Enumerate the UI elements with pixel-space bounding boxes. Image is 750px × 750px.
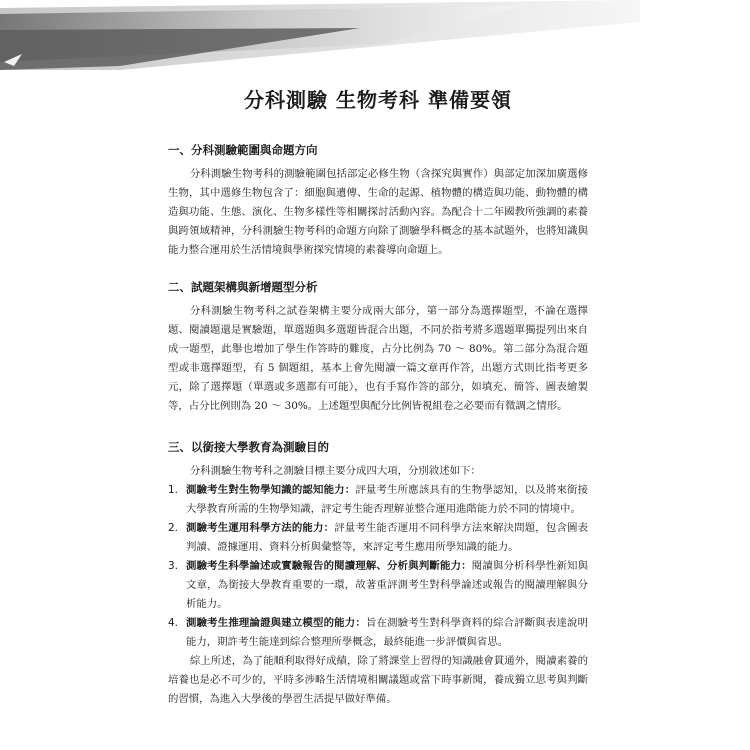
section-1-heading: 一、分科測驗範圍與命題方向 [168, 143, 318, 157]
page-title: 分科測驗 生物考科 準備要領 [244, 88, 512, 112]
list-item-text: 旨在測驗考生對科學資料的綜合評斷與表達說明能力，期許考生能達到綜合整理所學概念，最終能進一步評價與省思。 [186, 617, 589, 648]
list-item-text: 閱讀與分析科學性新知與文章，為銜接大學教育重要的一環，故著重評測考生對科學論述或報告的閱讀理解與分析能力。 [186, 560, 589, 610]
list-item [168, 519, 588, 557]
section-1 [168, 141, 588, 260]
list-item-text: 評量考生所應該具有的生物學認知，以及將來銜接大學教育所需的生物學知識，評定考生能否理解並整合運用進階能力於不同的情境中。 [186, 484, 588, 515]
list-item [168, 614, 588, 652]
section-2-paragraph: 分科測驗生物考科之試卷架構主要分成兩大部分，第一部分為選擇題型，不論在選擇題、閱讀題還是實驗題，單選題與多選題皆混合出題，不同於指考將多選題單獨提列出來自成一題型，此舉也增加了學生作答時的難度，占分比例為 70 ～ 80%。第二部分為混合題型或非選擇題型，有 5 個題組，基本上會先閱讀一篇文章再作答，出題方式則比指考更多元，除了選擇題（單選或多選都有可能），也有手寫作答的部分，如填充、簡答、圖表繪製等，占分比例則為 20 ～ 30%。上述題型與配分比例皆視組卷之必要而有微調之情形。 [168, 305, 588, 412]
list-item-number: 4. [168, 617, 178, 629]
list-item-lead: 測驗考生對生物學知識的認知能力： [186, 484, 356, 496]
list-item-lead: 測驗考生推理論證與建立模型的能力： [186, 617, 366, 629]
section-1-paragraph: 分科測驗生物考科的測驗範圍包括部定必修生物（含探究與實作）與部定加深加廣選修生物，其中選修生物包含了：細胞與遺傳、生命的起源、植物體的構造與功能、動物體的構造與功能、生態、演化、生物多樣性等相關探討活動內容。為配合十二年國教所強調的素養與跨領域精神，分科測驗生物考科的命題方向除了測驗學科概念的基本試題外，也將知識與能力整合運用於生活情境與學術探究情境的素養導向命題上。 [168, 168, 588, 256]
list-item-number: 3. [168, 560, 178, 572]
corner-decoration [0, 0, 750, 80]
list-item [168, 481, 588, 519]
section-3-closing: 綜上所述，為了能順利取得好成績，除了將課堂上習得的知識融會貫通外，閱讀素養的培養也是必不可少的，平時多涉略生活情境相關議題或當下時事新聞，養成獨立思考與判斷的習慣，為進入大學後的學習生活提早做好準備。 [168, 655, 588, 705]
list-item-lead: 測驗考生科學論述或實驗報告的閱讀理解、分析與判斷能力： [186, 560, 472, 572]
section-3-heading: 三、以銜接大學教育為測驗目的 [168, 440, 329, 454]
document-page [168, 84, 588, 723]
list-item-number: 2. [168, 522, 178, 534]
list-item [168, 557, 588, 614]
list-item-text: 評量考生能否運用不同科學方法來解決問題，包含圖表判讀、證據運用、資料分析與彙整等，來評定考生應用所學知識的能力。 [186, 522, 589, 553]
section-2 [168, 278, 588, 416]
section-2-heading: 二、試題架構與新增題型分析 [168, 280, 318, 294]
section-3 [168, 438, 588, 709]
list-item-lead: 測驗考生運用科學方法的能力： [186, 522, 335, 534]
list-item-number: 1. [168, 484, 178, 496]
section-3-intro: 分科測驗生物考科之測驗目標主要分成四大項，分別敘述如下： [189, 465, 481, 477]
objective-list [168, 481, 588, 652]
